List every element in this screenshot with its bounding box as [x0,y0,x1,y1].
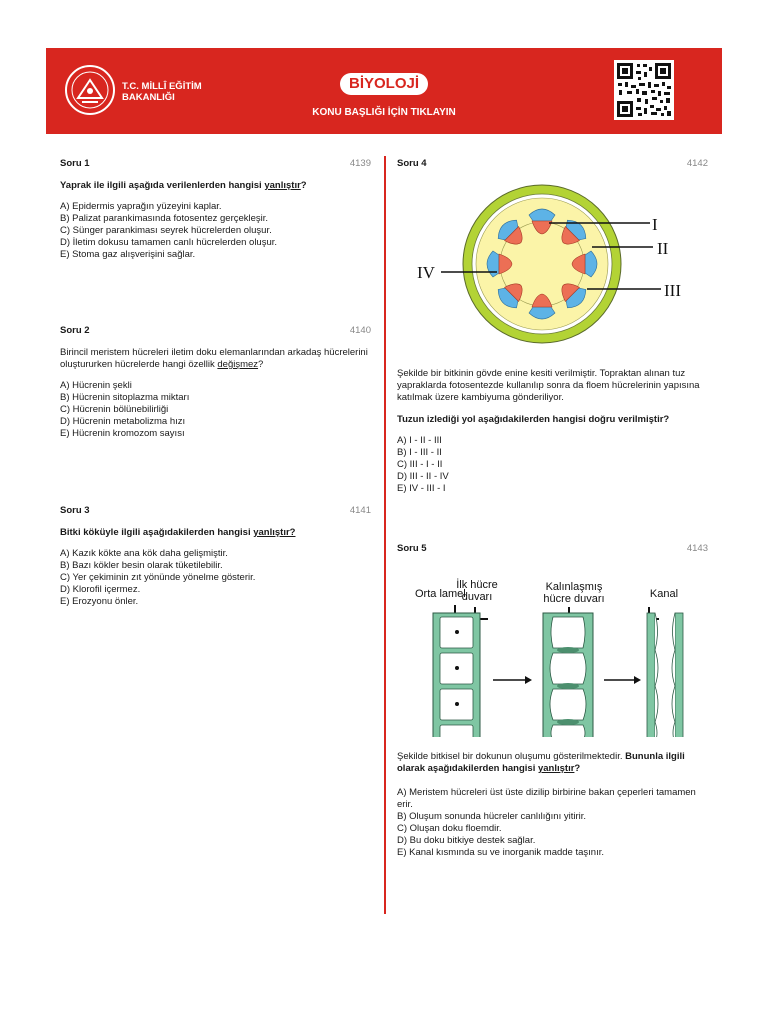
question-id: 4143 [686,543,708,554]
option-b[interactable]: B) Bazı kökler besin olarak tüketilebilir. [60,560,223,571]
question-stem [60,180,371,192]
ministry-line2: BAKANLIĞI [122,92,175,103]
label-orta-lamel: Orta lamel [415,588,466,600]
tissue-formation-figure [397,557,708,737]
stem-text: Birincil meristem hücreleri iletim doku elemanlarından arkadaş hücrelerini oluştururken hücrelerde hangi özellik [60,347,368,370]
option-c[interactable]: C) Yer çekiminin zıt yönünde yönelme gösterir. [60,572,256,583]
option-d[interactable]: D) Hücrenin metabolizma hızı [60,416,186,427]
option-a[interactable]: A) Hücrenin şekli [60,380,132,391]
stage-vessel-canal [647,613,683,737]
stem-underlined: yanlıştır [264,180,301,191]
stem-end: ? [258,359,264,370]
question-label: Soru 5 [397,543,427,554]
question-header [397,543,708,557]
options-list [60,548,371,608]
topic-link[interactable]: KONU BAŞLIĞI İÇİN TIKLAYIN [312,107,456,118]
options-list [397,787,708,859]
question-4 [397,158,708,495]
ministry-logo-icon [64,64,116,116]
question-label: Soru 2 [60,325,90,336]
ministry-name [122,81,202,103]
stage-meristem-cells [433,613,480,737]
option-e[interactable]: E) IV - III - I [397,483,446,494]
label-duvari: duvarı [461,591,493,603]
qr-code-icon[interactable] [614,60,674,120]
stem-text: Bitki köküyle ilgili aşağıdakilerden hangisi [60,527,254,538]
option-d[interactable]: D) III - II - IV [397,471,449,482]
question-id: 4140 [349,325,371,336]
question-header [60,325,371,339]
option-d[interactable]: D) Bu doku bitkiye destek sağlar. [397,835,536,846]
question-1 [60,158,371,261]
options-list [60,380,371,440]
option-b[interactable]: B) Oluşum sonunda hücreler canlılığını yitirir. [397,811,587,822]
stem-underlined: yanlıştır? [253,527,296,538]
options-list [60,201,371,261]
question-label: Soru 3 [60,505,90,516]
option-b[interactable]: B) Palizat parankimasında fotosentez gerçekleşir. [60,213,269,224]
stem-text: Şekilde bitkisel bir dokunun oluşumu gösterilmektedir. [397,751,626,762]
question-id: 4142 [686,158,708,169]
label-ilk-hucre: İlk hücre [456,579,498,591]
label-II: II [657,239,669,258]
label-I: I [652,215,658,234]
stem-cross-section-figure [397,172,708,352]
option-b[interactable]: B) I - III - II [397,447,442,458]
question-prompt: Tuzun izlediği yol aşağıdakilerden hangisi doğru verilmiştir? [397,414,670,425]
stem-underlined: yanlıştır [537,763,575,774]
label-IV: IV [417,263,435,282]
question-header [60,505,371,519]
stem-text: Yaprak ile ilgili aşağıda verilenlerden hangisi [60,180,265,191]
option-c[interactable]: C) Hücrenin bölünebilirliği [60,404,169,415]
stem-end: ? [574,763,581,774]
option-c[interactable]: C) III - I - II [397,459,443,470]
option-c[interactable]: C) Oluşan doku floemdir. [397,823,502,834]
question-id: 4141 [349,505,371,516]
option-c[interactable]: C) Sünger parankiması seyrek hücrelerden oluşur. [60,225,272,236]
question-stem [60,527,371,539]
label-hucre-duvari: hücre duvarı [543,593,605,605]
option-e[interactable]: E) Stoma gaz alışverişini sağlar. [60,249,196,260]
question-5 [397,543,708,859]
question-label: Soru 1 [60,158,90,169]
label-III: III [664,281,681,300]
option-e[interactable]: E) Hücrenin kromozom sayısı [60,428,185,439]
option-a[interactable]: A) Kazık kökte ana kök daha gelişmiştir. [60,548,228,559]
question-label: Soru 4 [397,158,427,169]
question-id: 4139 [349,158,371,169]
column-divider [384,156,386,914]
question-2 [60,325,371,440]
option-a[interactable]: A) Epidermis yaprağın yüzeyini kaplar. [60,201,222,212]
subject-badge: BİYOLOJİ [340,73,428,95]
option-a[interactable]: A) Meristem hücreleri üst üste dizilip birbirine bakan çeperleri tamamen erir. [397,787,696,810]
question-stem [397,751,708,775]
option-e[interactable]: E) Kanal kısmında su ve inorganik madde taşınır. [397,847,604,858]
label-kanal: Kanal [649,588,679,600]
label-kalinlasmis: Kalınlaşmış [545,581,603,593]
ministry-line1: T.C. MİLLÎ EĞİTİM [122,81,202,92]
stem-underlined: değişmez [217,359,259,370]
option-a[interactable]: A) I - II - III [397,435,442,446]
option-b[interactable]: B) Hücrenin sitoplazma miktarı [60,392,190,403]
question-3 [60,505,371,608]
option-d[interactable]: D) İletim dokusu tamamen canlı hücrelerden oluşur. [60,237,278,248]
question-stem [60,347,371,371]
question-header [60,158,371,172]
options-list [397,435,708,495]
question-stem: Şekilde bir bitkinin gövde enine kesiti verilmiştir. Topraktan alınan tuz yapraklarda fotosentezde kullanılıp sonra da floem hücrelerinin yapısına katılmak üzere kambiyuma gönderiliyor. [397,368,700,403]
stem-end: ? [300,180,307,191]
question-header [397,158,708,172]
option-d[interactable]: D) Klorofil içermez. [60,584,141,595]
stage-thickened-cells [543,613,593,737]
option-e[interactable]: E) Erozyonu önler. [60,596,139,607]
page-header [46,48,722,134]
stem-bold: Bununla ilgili olarak aşağıdakilerden hangisi [397,751,685,774]
